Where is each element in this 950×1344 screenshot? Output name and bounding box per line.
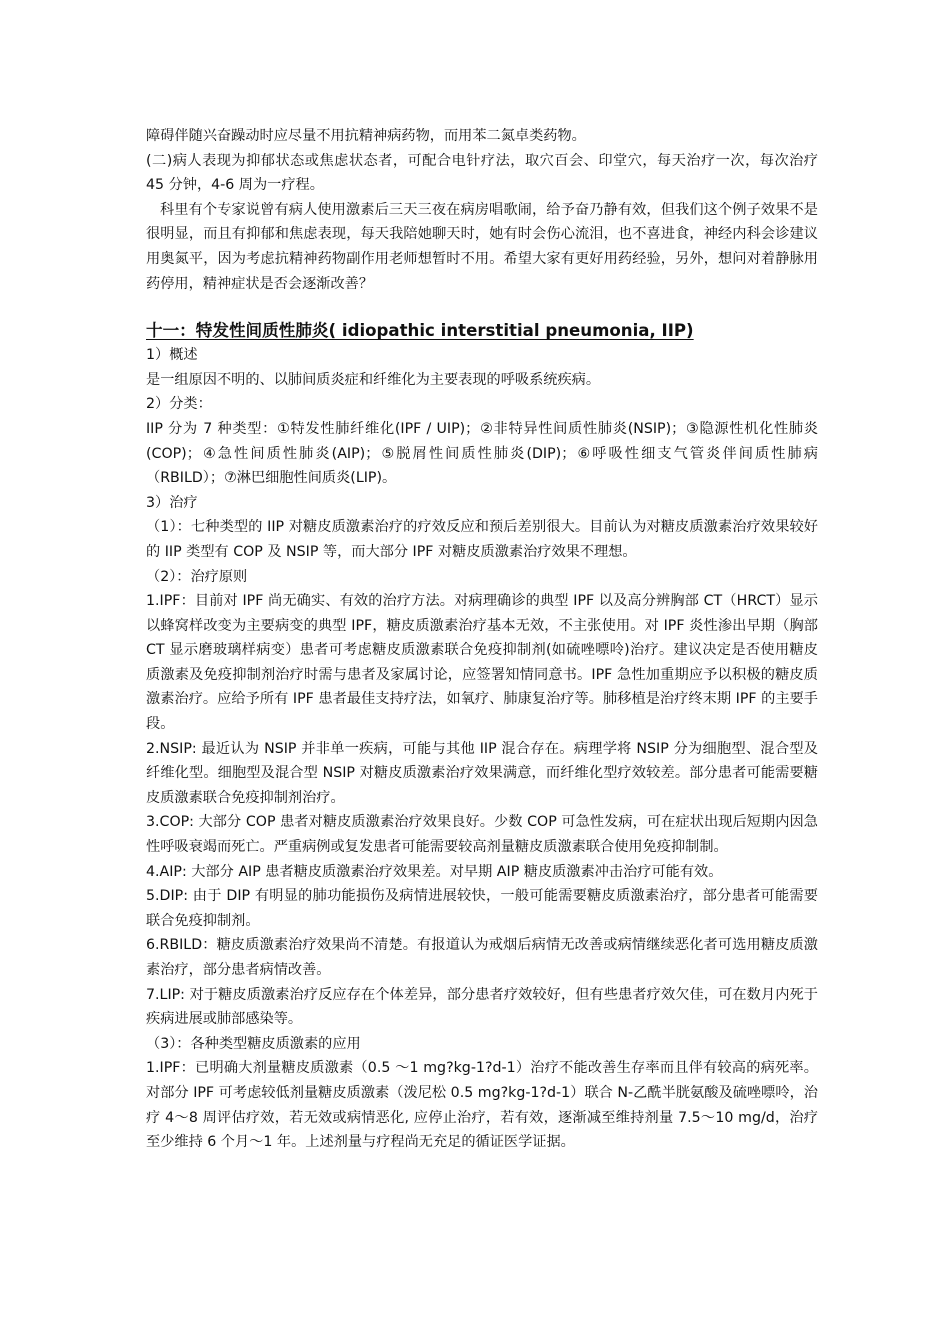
overview-text: 是一组原因不明的、以肺间质炎症和纤维化为主要表现的呼吸系统疾病。 <box>146 371 601 388</box>
intro-paragraph-1: 障碍伴随兴奋躁动时应尽量不用抗精神病药物，而用苯二氮卓类药物。 <box>146 128 586 144</box>
treatment-point-1: （1）：七种类型的 IIP 对糖皮质激素治疗的疗效反应和预后差别很大。目前认为对糖皮质激素治疗效果较好的 IIP 类型有 COP 及 NSIP 等，而大部分 IPF 对糖皮质激素治疗效果不理想。 <box>146 519 818 560</box>
classification-label: 2）分类： <box>146 396 212 413</box>
principle-aip: 4.AIP: 大部分 AIP 患者糖皮质激素治疗效果差。对早期 AIP 糖皮质激素冲击治疗可能有效。 <box>146 863 723 880</box>
intro-paragraph-2: (二)病人表现为抑郁状态或焦虑状态者，可配合电针疗法，取穴百会、印堂穴，每天治疗一次，每次治疗 45 分钟，4-6 周为一疗程。 <box>146 152 818 194</box>
steroid-application-label: （3）：各种类型糖皮质激素的应用 <box>146 1035 361 1052</box>
steroid-application-ipf: 1.IPF：已明确大剂量糖皮质激素（0.5 ～1 mg?kg-1?d-1）治疗不能改善生存率而且伴有较高的病死率。对部分 IPF 可考虑较低剂量糖皮质激素（泼尼松 0.5 mg?kg-1?d-1）联合 N-乙酰半胱氨酸及硫唑嘌呤，治疗 4～8 周评估疗效，若无效或病情恶化, 应停止治疗，若有效，逐渐减至维持剂量 7.5～10 mg/d，治疗至少维持 6 个月～1 年。上述剂量与疗程尚无充足的循证医学证据。 <box>146 1060 818 1151</box>
document-body <box>146 124 818 1155</box>
principle-lip: 7.LIP: 对于糖皮质激素治疗反应存在个体差异，部分患者疗效较好，但有些患者疗效欠佳，可在数月内死于疾病进展或肺部感染等。 <box>146 986 818 1028</box>
principle-cop: 3.COP: 大部分 COP 患者对糖皮质激素治疗效果良好。少数 COP 可急性发病，可在症状出现后短期内因急性呼吸衰竭而死亡。严重病例或复发患者可能需要较高剂量糖皮质激素联合使用免疫抑制制。 <box>146 814 818 856</box>
treatment-principles-label: （2）：治疗原则 <box>146 568 248 585</box>
intro-paragraph-3: 科里有个专家说曾有病人使用激素后三天三夜在病房唱歌闹，给予奋乃静有效，但我们这个例子效果不是很明显，而且有抑郁和焦虑表现，每天我陪她聊天时，她有时会伤心流泪，也不喜进食，神经内科会诊建议用奥氮平，因为考虑抗精神药物副作用老师想暂时不用。希望大家有更好用药经验，另外，想问对着静脉用药停用，精神症状是否会逐渐改善？ <box>146 201 818 292</box>
principle-ipf: 1.IPF：目前对 IPF 尚无确实、有效的治疗方法。对病理确诊的典型 IPF 以及高分辨胸部 CT（HRCT）显示以蜂窝样改变为主要病变的典型 IPF，糖皮质激素治疗基本无效，不主张使用。对 IPF 炎性渗出早期（胸部 CT 显示磨玻璃样病变）患者可考虑糖皮质激素联合免疫抑制剂(如硫唑嘌呤)治疗。建议决定是否使用糖皮质激素及免疫抑制剂治疗时需与患者及家属讨论，应签署知情同意书。IPF 急性加重期应予以积极的糖皮质激素治疗。应给予所有 IPF 患者最佳支持疗法，如氧疗、肺康复治疗等。肺移植是治疗终末期 IPF 的主要手段。 <box>146 593 818 733</box>
principle-dip: 5.DIP: 由于 DIP 有明显的肺功能损伤及病情进展较快，一般可能需要糖皮质激素治疗，部分患者可能需要联合免疫抑制剂。 <box>146 888 818 929</box>
principle-nsip: 2.NSIP: 最近认为 NSIP 并非单一疾病，可能与其他 IIP 混合存在。病理学将 NSIP 分为细胞型、混合型及纤维化型。细胞型及混合型 NSIP 对糖皮质激素治疗效果满意，而纤维化型疗效较差。部分患者可能需要糖皮质激素联合免疫抑制剂治疗。 <box>146 740 818 806</box>
classification-text: IIP 分为 7 种类型：①特发性肺纤维化(IPF / UIP)；②非特异性间质性肺炎(NSIP)；③隐源性机化性肺炎 (COP)；④急性间质性肺炎(AIP)；⑤脱屑性间质性肺炎(DIP)；⑥呼吸性细支气管炎伴间质性肺病（RBILD）；⑦淋巴细胞性间质炎(LIP)。 <box>146 420 818 487</box>
section-spacer <box>146 296 818 319</box>
principle-rbild: 6.RBILD：糖皮质激素治疗效果尚不清楚。有报道认为戒烟后病情无改善或病情继续恶化者可选用糖皮质激素治疗，部分患者病情改善。 <box>146 937 818 978</box>
treatment-label: 3）治疗 <box>146 494 198 511</box>
overview-label: 1）概述 <box>146 347 198 364</box>
section-heading: 十一：特发性间质性肺炎( idiopathic interstitial pneumonia, IIP) <box>146 321 694 341</box>
